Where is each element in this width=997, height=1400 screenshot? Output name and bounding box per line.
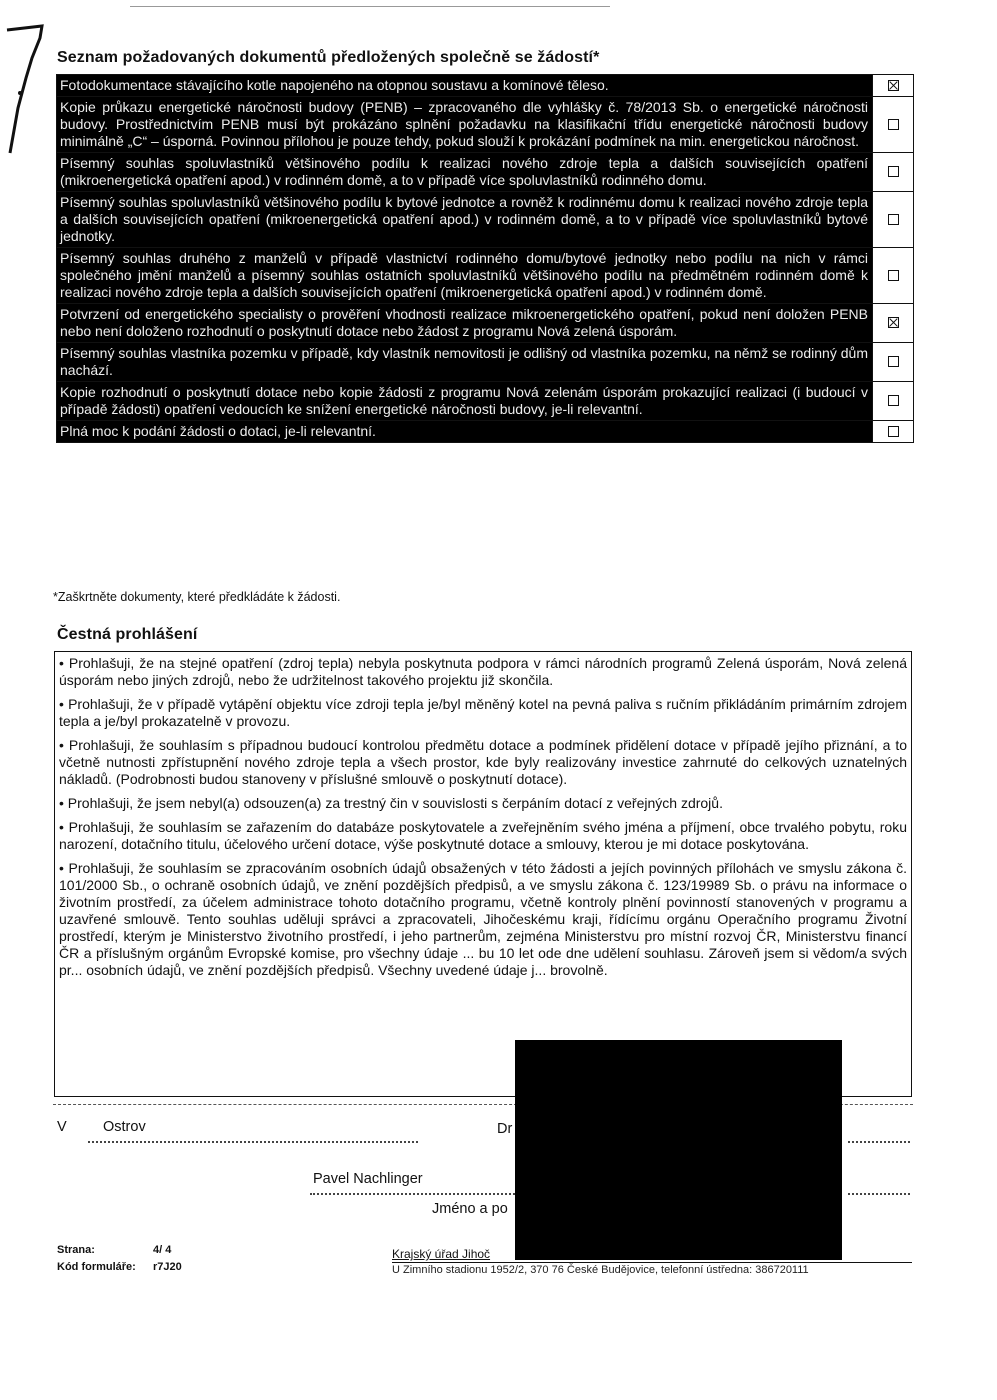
document-checkbox-cell bbox=[873, 75, 914, 97]
checkbox-empty-icon[interactable] bbox=[888, 270, 899, 281]
document-checkbox-cell bbox=[873, 153, 914, 192]
declaration-item: • Prohlašuji, že souhlasím se zařazením do databáze poskytovatele a zveřejněním svého jména a příjmení, obce trvalého pobytu, roku narození, dotačního titulu, účelového určení dotace, výše poskytnuté dotace a smlouvy, kterou je mi dotace poskytována. bbox=[59, 819, 907, 852]
page-label: Strana: bbox=[57, 1244, 95, 1256]
documents-title: Seznam požadovaných dokumentů předložených společně se žádostí* bbox=[57, 49, 600, 66]
document-row-text: Písemný souhlas vlastníka pozemku v případě, kdy vlastník nemovitosti je odlišný od vlastníka pozemku, na němž se rodinný dům nachází. bbox=[57, 343, 873, 382]
document-row-text: Fotodokumentace stávajícího kotle napojeného na otopnou soustavu a komínové těleso. bbox=[57, 75, 873, 97]
document-checkbox-cell bbox=[873, 97, 914, 153]
footer-office: Krajský úřad Jihoč bbox=[392, 1247, 491, 1261]
document-row bbox=[57, 421, 914, 443]
document-row-text: Potvrzení od energetického specialisty o prověření vhodnosti realizace mikroenergetického opatření, pokud není doložen PENB nebo není doloženo rozhodnutí o poskytnutí dotace nebo žádost z programu Nová zelená úsporám. bbox=[57, 304, 873, 343]
document-row-text: Kopie průkazu energetické náročnosti budovy (PENB) – zpracovaného dle vyhlášky č. 78/2013 Sb. o energetické náročnosti budovy. Prostřednictvím PENB musí být prokázáno splnění požadavku na klasifikační třídu energetické náročnosti budovy minimálně „C“ – úsporná. Povinnou přílohou je pouze tehdy, pokud slouží k prokázání podmínek na min. energetickou náročnost. bbox=[57, 97, 873, 153]
place-dotted-line bbox=[88, 1140, 418, 1143]
page-value: 4/ 4 bbox=[153, 1244, 172, 1256]
redaction-block bbox=[515, 1040, 842, 1105]
documents-footnote: *Zaškrtněte dokumenty, které předkládáte k žádosti. bbox=[53, 590, 341, 604]
checkbox-checked-icon[interactable] bbox=[888, 80, 899, 91]
redaction-block bbox=[515, 1100, 842, 1260]
declarations-box bbox=[54, 651, 912, 1097]
checkbox-empty-icon[interactable] bbox=[888, 395, 899, 406]
document-row bbox=[57, 97, 914, 153]
form-code-label: Kód formuláře: bbox=[57, 1261, 136, 1273]
checkbox-empty-icon[interactable] bbox=[888, 356, 899, 367]
declaration-item: • Prohlašuji, že v případě vytápění objektu více zdroji tepla je/byl měněný kotel na pevná paliva s ručním přikládáním primárním zdrojem tepla a je/byl prokazatelně v provozu. bbox=[59, 696, 907, 729]
declaration-item: • Prohlašuji, že na stejné opatření (zdroj tepla) nebyla poskytnuta podpora v rámci národních programů Zelená úsporám, Nová zelená úsporám nebo jiných zdrojů, nebo že udržitelnost takového projektu již skončila. bbox=[59, 655, 907, 688]
scan-artifact bbox=[2, 18, 62, 158]
declaration-item: • Prohlašuji, že souhlasím se zpracováním osobních údajů obsažených v této žádosti a jejích povinných přílohách ve smyslu zákona č. 101/2000 Sb., o ochraně osobních údajů, ve znění pozdějších předpisů, a ve smyslu zákona č. 123/19989 Sb. o právu na informace o životním prostředí, za účelem administrace tohoto dotačního programu, včetně kontroly plnění povinností stanovených v programu a uzavřené smlouvě. Tento souhlas uděluji správci a zpracovateli, Jihočeskému kraji, řídícímu orgánu Operačního programu Životní prostředí, kterým je Ministerstvo životního prostředí, i jeho partnerům, zejména Ministerstvu pro místní rozvoj ČR, Ministerstvu financí ČR a příslušným orgánům Evropské komise, pro všechny údaje ... bu 10 let ode dne udělení souhlasu. Zároveň jsem si vědom/a svých pr... osobních údajů, ve znění pozdějších předpisů. Všechny uvedené údaje j... brovolně. bbox=[59, 860, 907, 978]
document-checkbox-cell bbox=[873, 192, 914, 248]
document-row bbox=[57, 343, 914, 382]
document-row bbox=[57, 382, 914, 421]
document-row-text: Kopie rozhodnutí o poskytnutí dotace nebo kopie žádosti z programu Nová zelenám úsporám prokazující realizaci (i budoucí v případě žádosti) opatření vedoucích ke snížení energetické náročnosti budovy, je-li relevantní. bbox=[57, 382, 873, 421]
document-checkbox-cell bbox=[873, 248, 914, 304]
signature-dotted-line bbox=[848, 1192, 910, 1195]
footer-address: U Zimního stadionu 1952/2, 370 76 České Budějovice, telefonní ústředna: 386720111 bbox=[392, 1262, 912, 1276]
document-row-text: Písemný souhlas druhého z manželů v případě vlastnictví rodinného domu/bytové jednotky nebo podílu na nich v rámci společného jmění manželů a písemný souhlas ostatních spoluvlastníků většinového podílu na předmětném rodinném domě k realizaci nového zdroje tepla a dalších souvisejících opatření (mikroenergetická opatření apod.) v rodinném domě. bbox=[57, 248, 873, 304]
checkbox-checked-icon[interactable] bbox=[888, 317, 899, 328]
date-dotted-line bbox=[848, 1140, 910, 1143]
date-prefix: Dr bbox=[497, 1121, 513, 1137]
checkbox-empty-icon[interactable] bbox=[888, 426, 899, 437]
place-prefix: V bbox=[57, 1119, 67, 1135]
document-checkbox-cell bbox=[873, 382, 914, 421]
declaration-item: • Prohlašuji, že jsem nebyl(a) odsouzen(a) za trestný čin v souvislosti s čerpáním dotací z veřejných zdrojů. bbox=[59, 795, 723, 811]
checkbox-empty-icon[interactable] bbox=[888, 214, 899, 225]
declarations-title: Čestná prohlášení bbox=[57, 626, 198, 643]
document-row bbox=[57, 153, 914, 192]
name-dotted-line bbox=[310, 1192, 515, 1195]
top-rule bbox=[130, 6, 610, 7]
document-row bbox=[57, 304, 914, 343]
checkbox-empty-icon[interactable] bbox=[888, 166, 899, 177]
name-label: Jméno a po bbox=[432, 1201, 508, 1217]
form-code-value: r7J20 bbox=[153, 1261, 182, 1273]
document-row-text: Písemný souhlas spoluvlastníků většinového podílu k bytové jednotce a rovněž k rodinnému domu k realizaci nového zdroje tepla a dalších souvisejících opatření (mikroenergetická opatření apod.) v rodinném domě, a to v případě více spoluvlastníků bytové jednotky. bbox=[57, 192, 873, 248]
document-checkbox-cell bbox=[873, 421, 914, 443]
document-row bbox=[57, 248, 914, 304]
document-row bbox=[57, 75, 914, 97]
document-checkbox-cell bbox=[873, 343, 914, 382]
checkbox-empty-icon[interactable] bbox=[888, 119, 899, 130]
documents-table bbox=[56, 74, 914, 443]
document-row-text: Písemný souhlas spoluvlastníků většinového podílu k realizaci nového zdroje tepla a dalších souvisejících opatření (mikroenergetická opatření apod.) v rodinném domě, a to v případě více spoluvlastníků rodinného domu. bbox=[57, 153, 873, 192]
declaration-item: • Prohlašuji, že souhlasím s případnou budoucí kontrolou předmětu dotace a podmínek přidělení dotace v případě jejího přiznání, a to včetně nutnosti zpřístupnění nového zdroje tepla a všech prostor, kde byly realizovány investice zahrnuté do celkových uznatelných nákladů. (Podrobnosti budou stanoveny v příslušné smlouvě o poskytnutí dotace). bbox=[59, 737, 907, 787]
place-value: Ostrov bbox=[103, 1119, 146, 1135]
document-row bbox=[57, 192, 914, 248]
document-row-text: Plná moc k podání žádosti o dotaci, je-li relevantní. bbox=[57, 421, 873, 443]
document-checkbox-cell bbox=[873, 304, 914, 343]
signatory-name: Pavel Nachlinger bbox=[313, 1171, 423, 1187]
